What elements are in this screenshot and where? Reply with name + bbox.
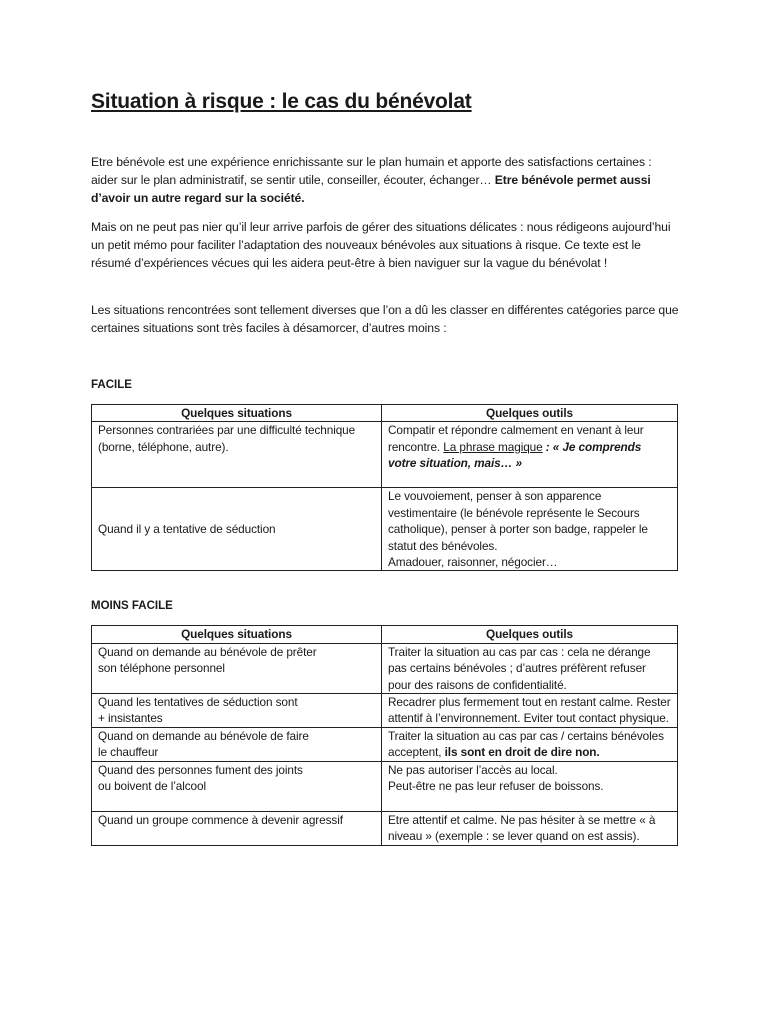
outil-line-1: Le vouvoiement, penser à son apparence vestimentaire (le bénévole représente le Secours catholique), penser à porter son badge, rappeler le statut des bénévoles. [388,489,648,553]
outil-cell [382,422,678,488]
outil-bold: : « Je comprends votre situation, mais… » [388,439,642,471]
situation-line-2: + insistantes [98,711,163,726]
table-row [92,694,678,728]
intro-paragraph-2: Mais on ne peut pas nier qu’il leur arrive parfois de gérer des situations délicates : nous rédigeons aujourd’hui un petit mémo pour faciliter l’adaptation des nouveaux bénévoles aux situations à risque. Ce texte est le résumé d’expériences vécues qui les aidera peut-être à bien naviguer sur la vague du bénévolat ! [91,220,671,270]
situation-cell: Quand un groupe commence à devenir agressif [92,811,382,845]
situation-cell [92,727,382,761]
outil-cell: Etre attentif et calme. Ne pas hésiter à se mettre « à niveau » (exemple : se lever quand on est assis). [382,811,678,845]
situation-cell [92,761,382,811]
intro-paragraph-3: Les situations rencontrées sont tellement diverses que l’on a dû les classer en différentes catégories parce que certaines situations sont très faciles à désamorcer, d’autres moins : [91,303,679,335]
situation-cell: Personnes contrariées par une difficulté technique (borne, téléphone, autre). [92,422,382,488]
situation-line-1: Quand des personnes fument des joints [98,762,303,777]
page-title: Situation à risque : le cas du bénévolat [91,90,472,113]
table-header-row [92,405,678,422]
section-title-moins-facile: MOINS FACILE [91,600,173,613]
situation-line-1: Quand on demande au bénévole de prêter [98,644,317,659]
intro-p1-text: Etre bénévole est une expérience enrichissante sur le plan humain et apporte des satisfactions certaines : aider sur le plan administratif, se sentir utile, conseiller, écouter, échanger… [91,155,652,187]
table-row [92,811,678,845]
intro-p1-bold: Etre bénévole permet aussi d’avoir un autre regard sur la société. [91,173,651,205]
table-facile [91,404,678,571]
outil-line-2: Peut-être ne pas leur refuser de boissons. [388,779,604,794]
outil-cell [382,761,678,811]
outil-cell: Recadrer plus fermement tout en restant calme. Rester attentif à l’environnement. Eviter tout contact physique. [382,694,678,728]
table-moins-facile [91,625,678,845]
header-situations: Quelques situations [92,405,382,422]
outil-text: Traiter la situation au cas par cas / certains bénévoles acceptent, [388,728,664,760]
table-row [92,761,678,811]
outil-line-1: Ne pas autoriser l’accès au local. [388,762,558,777]
header-outils: Quelques outils [382,626,678,643]
table-row [92,727,678,761]
outil-underline: La phrase magique [443,439,543,454]
situation-cell [92,643,382,693]
situation-line-1: Quand on demande au bénévole de faire [98,728,309,743]
table-row [92,422,678,488]
situation-line-2: le chauffeur [98,745,159,760]
situation-cell [92,694,382,728]
header-outils: Quelques outils [382,405,678,422]
outil-cell [382,727,678,761]
outil-cell: Traiter la situation au cas par cas : cela ne dérange pas certains bénévoles ; d’autres préfèrent refuser pour des raisons de confidentialité. [382,643,678,693]
table-row [92,488,678,571]
situation-line-2: ou boivent de l’alcool [98,779,206,794]
outil-text: Compatir et répondre calmement en venant à leur rencontre. [388,423,644,454]
situation-line-2: son téléphone personnel [98,661,225,676]
situation-cell: Quand il y a tentative de séduction [92,488,382,571]
document-page [91,88,679,846]
situation-line-1: Quand les tentatives de séduction sont [98,695,298,710]
outil-bold: ils sont en droit de dire non. [444,745,600,760]
table-row [92,643,678,693]
section-title-facile: FACILE [91,379,132,391]
outil-cell [382,488,678,571]
intro-paragraph-1 [91,153,679,207]
table-header-row [92,626,678,643]
outil-line-2: Amadouer, raisonner, négocier… [388,555,558,570]
header-situations: Quelques situations [92,626,382,643]
